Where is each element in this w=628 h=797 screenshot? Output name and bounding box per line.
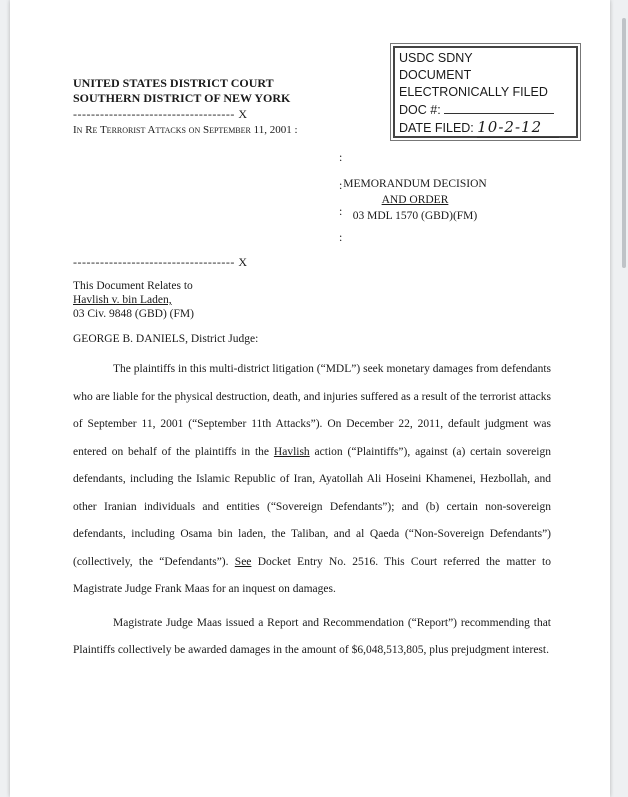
court-heading [73,76,290,106]
case-reference: Havlish [273,445,310,458]
case-caption: In Re Terrorist Attacks on September 11, 2001 : [73,124,298,136]
opinion-body [73,356,551,665]
caption-colon: : [339,150,343,164]
caption-top-rule: ------------------------------------ X [73,107,248,121]
court-name: UNITED STATES DISTRICT COURT [73,76,274,90]
judge-line: GEORGE B. DANIELS, District Judge: [73,333,259,345]
title-line1: MEMORANDUM DECISION [343,178,487,190]
stamp-doc-label: DOC #: [399,103,441,117]
title-line2: AND ORDER [381,194,449,206]
paragraph: The plaintiffs in this multi-district litigation (“MDL”) seek monetary damages from defendants who are liable for the physical destruction, death, and injuries suffered as a result of the terrorist attacks of September 11, 2001 (“September 11th Attacks”). On December 22, 2011, default judgment was entered on behalf of the plaintiffs in the Havlish action (“Plaintiffs”), against (a) certain sovereign defendants, including the Islamic Republic of Iran, Ayatollah Ali Hoseini Khamenei, Hezbollah, and other Iranian individuals and entities (“Sovereign Defendants”); and (b) certain non-sovereign defendants, including Osama bin laden, the Taliban, and al Qaeda (“Non-Sovereign Defendants”) (collectively, the “Defendants”). See Docket Entry No. 2516. This Court referred the matter to Magistrate Judge Frank Maas for an inquest on damages. [73,363,551,595]
filing-stamp [393,46,578,138]
docket-number: 03 MDL 1570 (GBD)(FM) [352,210,478,222]
document-page [10,0,610,797]
caption-colon: : [339,178,343,192]
citation-signal: See [234,555,252,568]
handwritten-date: 10-2-12 [477,118,543,136]
caption-colon: : [339,204,343,218]
stamp-document: DOCUMENT [399,68,472,82]
related-case-name: Havlish v. bin Laden, [73,294,172,306]
caption-colon: : [339,230,343,244]
stamp-electronic: ELECTRONICALLY FILED [399,85,548,99]
stamp-date-label: DATE FILED: [399,121,474,135]
caption-bottom-rule: ------------------------------------ X [73,255,248,269]
court-district: SOUTHERN DISTRICT OF NEW YORK [73,91,291,105]
stamp-court: USDC SDNY [399,51,473,65]
relates-label: This Document Relates to [73,280,193,292]
relates-block [73,279,194,321]
scrollbar[interactable] [622,18,626,268]
document-title [310,176,520,224]
related-case-number: 03 Civ. 9848 (GBD) (FM) [73,308,194,320]
paragraph: Magistrate Judge Maas issued a Report and Recommendation (“Report”) recommending that Plaintiffs collectively be awarded damages in the amount of $6,048,513,805, plus prejudgment interest. [73,616,551,656]
